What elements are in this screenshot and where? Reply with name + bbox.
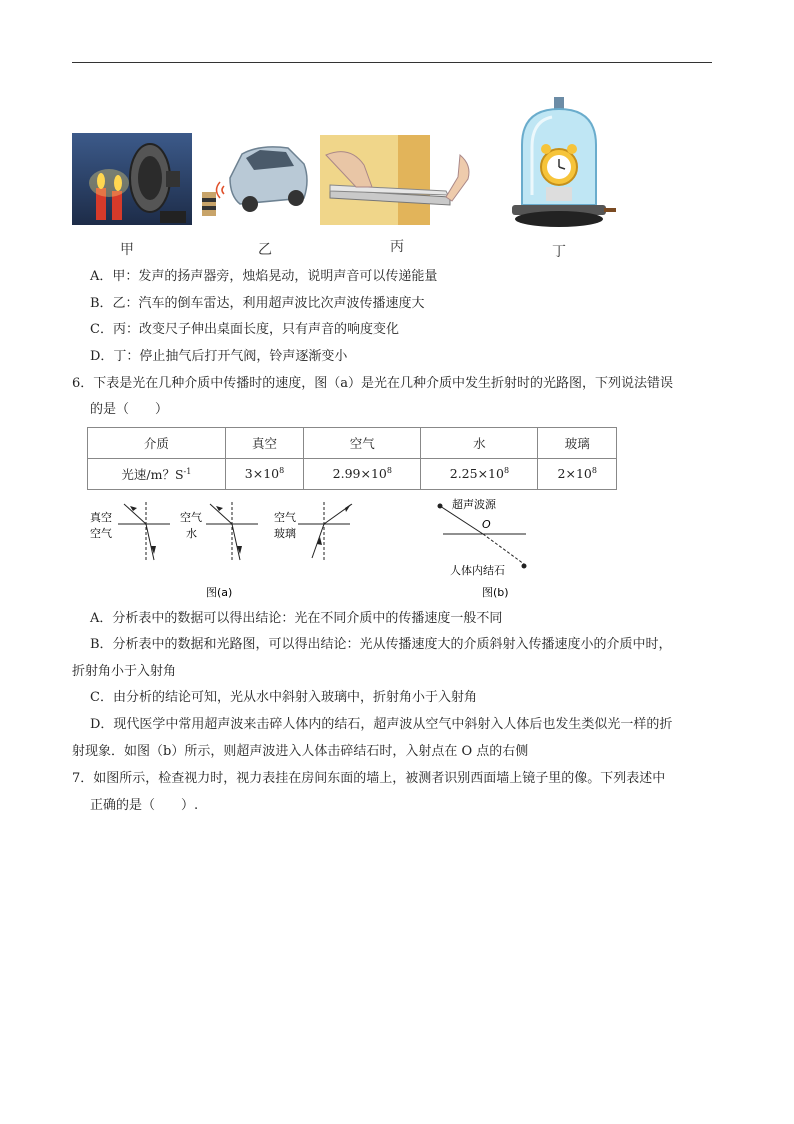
q7-stem-line1: 7．如图所示，检查视力时，视力表挂在房间东面的墙上，被测者识别西面墙上镜子里的像。下列表述中 — [72, 771, 666, 786]
header-rule — [72, 62, 712, 63]
q5-option-c: C．丙：改变尺子伸出桌面长度，只有声音的响度变化 — [90, 322, 399, 337]
q6-stem-line2: 的是（ ） — [90, 402, 169, 417]
table-header-cell: 真空 — [225, 428, 304, 459]
q6-option-b-line1: B．分析表中的数据和光路图，可以得出结论：光从传播速度大的介质斜射入传播速度小的介质中时， — [90, 637, 672, 652]
q5-option-d: D．丁：停止抽气后打开气阀，铃声逐渐变小 — [90, 349, 348, 364]
table-row — [88, 459, 617, 490]
q5-figures — [72, 95, 632, 260]
table-header-cell: 玻璃 — [538, 428, 617, 459]
figure-caption-yi: 乙 — [258, 242, 272, 258]
car-radar-image — [200, 140, 315, 220]
q6-option-c: C．由分析的结论可知，光从水中斜射入玻璃中，折射角小于入射角 — [90, 690, 477, 705]
q6-option-b-line2: 折射角小于入射角 — [72, 664, 177, 679]
fig-b-caption: 图(b) — [482, 586, 509, 599]
refraction-diagram-air-water — [206, 502, 258, 560]
fig-a-label-water: 水 — [186, 527, 197, 540]
fig-b-point-o: O — [482, 518, 491, 531]
refraction-diagram-vacuum-air — [118, 502, 170, 560]
table-row-label: 光速/m？$S^{-1}$ — [88, 459, 226, 490]
q7-stem-line2: 正确的是（ ）. — [90, 798, 199, 813]
q6-stem-line1: 6．下表是光在几种介质中传播时的速度，图（a）是光在几种介质中发生折射时的光路图，下列说法错误 — [72, 376, 674, 391]
table-cell: $2\times 10^8$ — [538, 459, 617, 490]
speed-table — [87, 427, 617, 490]
q5-option-b: B．乙：汽车的倒车雷达，利用超声波比次声波传播速度大 — [90, 296, 425, 311]
ultrasound-diagram — [438, 504, 527, 569]
ruler-table-image — [320, 135, 480, 225]
figure-caption-bing: 丙 — [390, 239, 404, 255]
table-cell: $3\times 10^8$ — [225, 459, 304, 490]
figure-caption-ding: 丁 — [552, 244, 566, 260]
q6-option-a: A．分析表中的数据可以得出结论：光在不同介质中的传播速度一般不同 — [90, 611, 503, 626]
table-cell: $2.99\times 10^8$ — [304, 459, 421, 490]
bell-jar-clock-image — [502, 95, 617, 235]
table-header-cell: 空气 — [304, 428, 421, 459]
speaker-candle-image — [72, 133, 192, 225]
refraction-diagrams — [88, 494, 528, 604]
fig-a-caption: 图(a) — [206, 586, 233, 599]
q6-option-d-line2: 射现象．如图（b）所示，则超声波进入人体击碎结石时，入射点在 O 点的右侧 — [72, 744, 529, 759]
q5-option-a: A．甲：发声的扬声器旁，烛焰晃动，说明声音可以传递能量 — [90, 269, 438, 284]
refraction-diagram-air-glass — [298, 502, 352, 560]
q6-option-d-line1: D．现代医学中常用超声波来击碎人体内的结石，超声波从空气中斜射入人体后也发生类似光一样的折 — [90, 717, 673, 732]
table-header-cell: 水 — [421, 428, 538, 459]
fig-b-source-label: 超声波源 — [452, 498, 496, 511]
fig-a-label-air-1: 空气 — [90, 527, 112, 540]
table-header-cell: 介质 — [88, 428, 226, 459]
figure-caption-jia: 甲 — [120, 242, 134, 258]
fig-b-stone-label: 人体内结石 — [450, 564, 505, 577]
table-cell: $2.25\times 10^8$ — [421, 459, 538, 490]
fig-a-label-air-2: 空气 — [180, 511, 202, 524]
fig-a-label-air-3: 空气 — [274, 511, 296, 524]
table-header-row — [88, 428, 617, 459]
fig-a-label-glass: 玻璃 — [274, 527, 296, 540]
fig-a-label-vacuum: 真空 — [90, 511, 112, 524]
